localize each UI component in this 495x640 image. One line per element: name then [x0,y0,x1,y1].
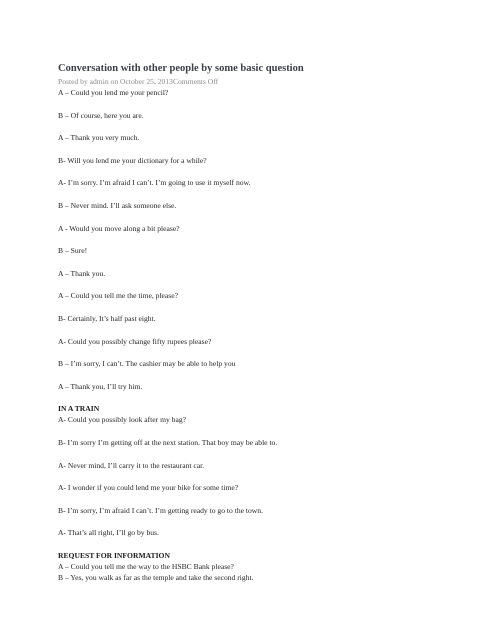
article-title: Conversation with other people by some basic question [58,63,304,74]
dialogue-line: A – Thank you. [58,268,106,278]
post-meta: Posted by admin on October 25, 2013Comments Off [58,77,219,86]
dialogue-line: B – Never mind. I’ll ask someone else. [58,200,177,210]
dialogue-line: A- I’m sorry. I’m afraid I can’t. I’m going to use it myself now. [58,178,251,188]
dialogue-line: A- Could you possibly look after my bag? [58,415,187,425]
dialogue-line: A- That’s all right, I’ll go by bus. [58,528,159,538]
dialogue-line: B- Certainly, It’s half past eight. [58,313,156,323]
dialogue-line: B – Sure! [58,246,88,256]
dialogue-line: A - Would you move along a bit please? [58,223,180,233]
section-request-for-information [58,550,478,583]
section-in-a-train [58,403,478,550]
dialogue-line: A- Never mind, I’ll carry it to the restaurant car. [58,460,205,470]
dialogue-line: B – Of course, here you are. [58,110,144,120]
dialogue-line: A – Could you lend me your pencil? [58,88,169,97]
dialogue-line: A- I wonder if you could lend me your bike for some time? [58,483,239,493]
dialogue-line: B – I’m sorry, I can’t. The cashier may be able to help you [58,359,236,369]
dialogue-line: B- I’m sorry, I’m afraid I can’t. I’m getting ready to go to the town. [58,505,263,515]
section-dialogue-1 [58,87,478,403]
dialogue-line: B- Will you lend me your dictionary for a while? [58,155,207,165]
dialogue-line: A – Could you tell me the time, please? [58,291,178,301]
section-heading: IN A TRAIN [58,404,100,414]
dialogue-line: A – Could you tell me the way to the HSBC Bank please? [58,561,234,571]
dialogue-line: A – Thank you very much. [58,133,140,143]
dialogue-line: A – Thank you, I’ll try him. [58,381,143,391]
section-heading: REQUEST FOR INFORMATION [58,550,170,560]
dialogue-line: A- Could you possibly change fifty rupees please? [58,336,212,346]
dialogue-line: B – Yes, you walk as far as the temple and take the second right. [58,572,254,582]
document-page [58,62,478,583]
dialogue-line: B- I’m sorry I’m getting off at the next station. That boy may be able to. [58,437,278,447]
